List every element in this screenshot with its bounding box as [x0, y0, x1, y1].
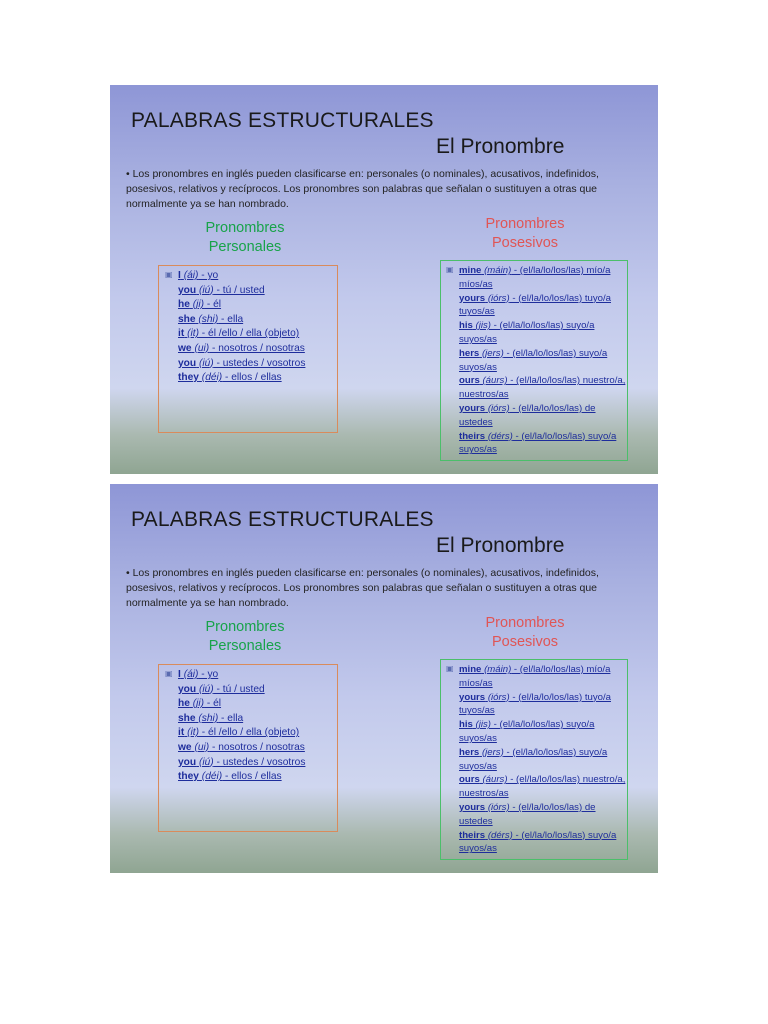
list-item[interactable]: his (jis) - (el/la/lo/los/las) suyo/a suyos/as	[459, 320, 595, 345]
personal-pronouns-box	[158, 664, 338, 832]
square-bullet-icon: ▣	[165, 669, 173, 678]
list-item[interactable]: he (ji) - él	[178, 299, 222, 311]
list-item[interactable]: we (ui) - nosotros / nosotras	[178, 342, 305, 354]
slide-1	[110, 85, 658, 474]
personal-pronouns-heading: Pronombres Personales	[205, 619, 285, 654]
slide-title: PALABRAS ESTRUCTURALES	[131, 508, 434, 531]
list-item[interactable]: hers (jers) - (el/la/lo/los/las) suyo/a suyos/as	[459, 347, 608, 373]
possessive-pronouns-heading: Pronombres Posesivos	[485, 615, 565, 650]
list-item[interactable]: theirs (dérs) - (el/la/lo/los/las) suyo/a suyos/as	[459, 430, 617, 456]
list-item[interactable]: she (shi) - ella	[178, 313, 244, 325]
intro-text: • Los pronombres en inglés pueden clasificarse en: personales (o nominales), acusativos, indefinidos, posesivos, relativos y recíprocos. Los pronombres son palabras que señalan o sustituyen a otras que normalmente ya se han nombrado.	[126, 168, 599, 210]
list-item[interactable]: his (jis) - (el/la/lo/los/las) suyo/a suyos/as	[459, 719, 595, 744]
possessive-pronoun-list	[445, 264, 627, 457]
list-item[interactable]: I (ái) - yo	[178, 270, 219, 281]
list-item[interactable]: she (shi) - ella	[178, 712, 244, 724]
list-item[interactable]: you (iú) - ustedes / vosotros	[178, 357, 306, 369]
list-item[interactable]: mine (máin) - (el/la/lo/los/las) mío/a míos/as	[459, 265, 611, 290]
list-item[interactable]: it (it) - él /ello / ella (objeto)	[178, 727, 300, 739]
slide-subtitle: El Pronombre	[436, 534, 565, 557]
personal-pronoun-list	[165, 269, 337, 386]
slide-subtitle: El Pronombre	[436, 135, 565, 158]
list-item[interactable]: you (iú) - ustedes / vosotros	[178, 756, 306, 768]
slide-title: PALABRAS ESTRUCTURALES	[131, 109, 434, 132]
square-bullet-icon: ▣	[446, 664, 454, 673]
list-item[interactable]: theirs (dérs) - (el/la/lo/los/las) suyo/a suyos/as	[459, 829, 617, 855]
possessive-pronouns-box	[440, 659, 628, 860]
list-item[interactable]: ours (áurs) - (el/la/lo/los/las) nuestro/a, nuestros/as	[459, 375, 626, 401]
list-item[interactable]: he (ji) - él	[178, 698, 222, 710]
list-item[interactable]: you (iú) - tú / usted	[178, 284, 265, 296]
list-item[interactable]: yours (iórs) - (el/la/lo/los/las) de ustedes	[459, 801, 596, 827]
list-item[interactable]: yours (iórs) - (el/la/lo/los/las) tuyo/a tuyos/as	[459, 691, 611, 717]
list-item[interactable]: ours (áurs) - (el/la/lo/los/las) nuestro/a, nuestros/as	[459, 774, 626, 800]
slide-2	[110, 484, 658, 873]
square-bullet-icon: ▣	[165, 270, 173, 279]
personal-pronouns-heading: Pronombres Personales	[205, 220, 285, 255]
list-item[interactable]: yours (iórs) - (el/la/lo/los/las) de ustedes	[459, 402, 596, 428]
possessive-pronoun-list	[445, 663, 627, 856]
personal-pronoun-list	[165, 668, 337, 785]
list-item[interactable]: they (déi) - ellos / ellas	[178, 372, 282, 384]
list-item[interactable]: it (it) - él /ello / ella (objeto)	[178, 328, 300, 340]
list-item[interactable]: you (iú) - tú / usted	[178, 683, 265, 695]
list-item[interactable]: hers (jers) - (el/la/lo/los/las) suyo/a suyos/as	[459, 746, 608, 772]
possessive-pronouns-heading: Pronombres Posesivos	[485, 216, 565, 251]
list-item[interactable]: we (ui) - nosotros / nosotras	[178, 741, 305, 753]
list-item[interactable]: I (ái) - yo	[178, 669, 219, 680]
list-item[interactable]: yours (iórs) - (el/la/lo/los/las) tuyo/a tuyos/as	[459, 292, 611, 318]
list-item[interactable]: they (déi) - ellos / ellas	[178, 771, 282, 783]
personal-pronouns-box	[158, 265, 338, 433]
square-bullet-icon: ▣	[446, 265, 454, 274]
list-item[interactable]: mine (máin) - (el/la/lo/los/las) mío/a míos/as	[459, 664, 611, 689]
intro-text: • Los pronombres en inglés pueden clasificarse en: personales (o nominales), acusativos, indefinidos, posesivos, relativos y recíprocos. Los pronombres son palabras que señalan o sustituyen a otras que normalmente ya se han nombrado.	[126, 567, 599, 609]
possessive-pronouns-box	[440, 260, 628, 461]
